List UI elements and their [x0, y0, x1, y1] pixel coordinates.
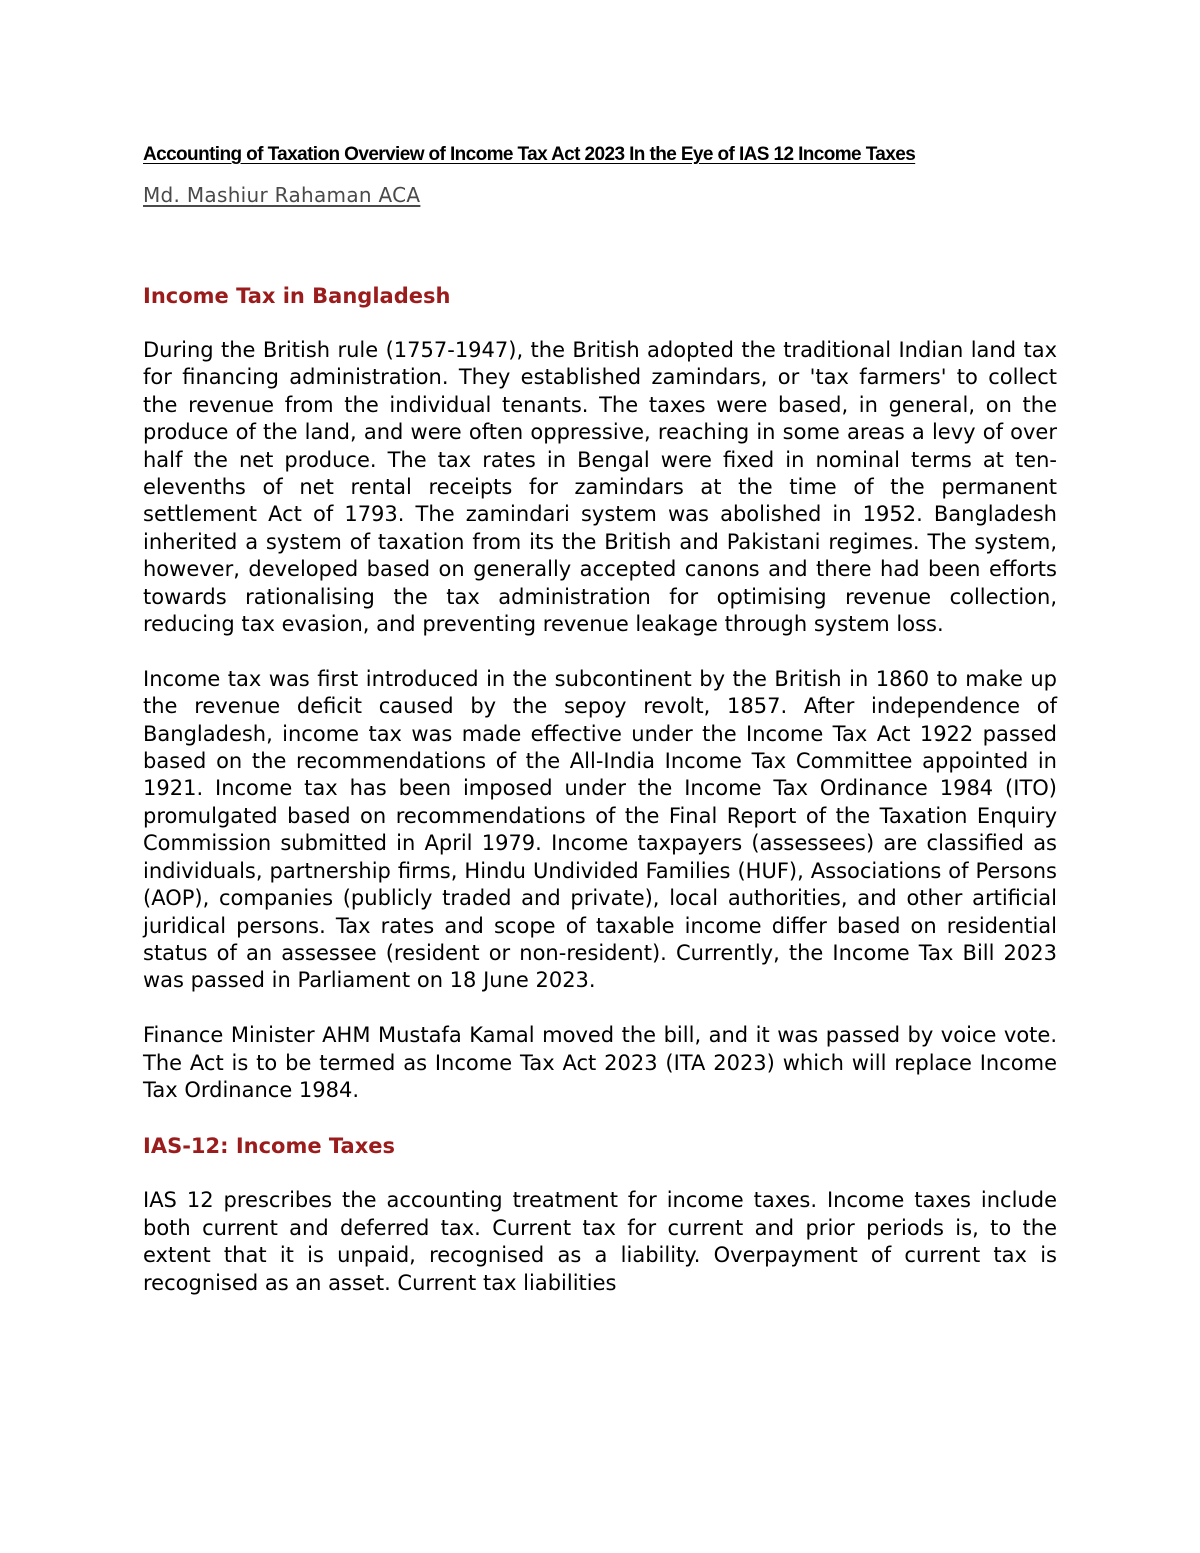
- paragraph-ias-12: IAS 12 prescribes the accounting treatment for income taxes. Income taxes include both current and deferred tax. Current tax for current and prior periods is, to the extent that it is unpaid, recognised as a liability. Overpayment of current tax is recognised as an asset. Current tax liabilities: [143, 1188, 1057, 1295]
- document-body: [143, 142, 1057, 1297]
- section-heading-income-tax-bangladesh: Income Tax in Bangladesh: [143, 284, 451, 308]
- section-heading-ias-12: IAS-12: Income Taxes: [143, 1134, 395, 1159]
- paragraph-income-tax-history: Income tax was first introduced in the subcontinent by the British in 1860 to make up the revenue deficit caused by the sepoy revolt, 1857. After independence of Bangladesh, income tax was made effective under the Income Tax Act 1922 passed based on the recommendations of the All-India Income Tax Committee appointed in 1921. Income tax has been imposed under the Income Tax Ordinance 1984 (ITO) promulgated based on recommendations of the Final Report of the Taxation Enquiry Commission submitted in April 1979. Income taxpayers (assessees) are classified as individuals, partnership firms, Hindu Undivided Families (HUF), Associations of Persons (AOP), companies (publicly traded and private), local authorities, and other artificial juridical persons. Tax rates and scope of taxable income differ based on residential status of an assessee (resident or non-resident). Currently, the Income Tax Bill 2023 was passed in Parliament on 18 June 2023.: [143, 666, 1057, 993]
- paragraph-finance-minister: Finance Minister AHM Mustafa Kamal moved the bill, and it was passed by voice vote. The Act is to be termed as Income Tax Act 2023 (ITA 2023) which will replace Income Tax Ordinance 1984.: [143, 1023, 1057, 1102]
- document-author: Md. Mashiur Rahaman ACA: [143, 183, 421, 207]
- paragraph-british-rule: During the British rule (1757-1947), the British adopted the traditional Indian land tax for financing administration. They established zamindars, or 'tax farmers' to collect the revenue from the individual tenants. The taxes were based, in general, on the produce of the land, and were often oppressive, reaching in some areas a levy of over half the net produce. The tax rates in Bengal were fixed in nominal terms at ten-elevenths of net rental receipts for zamindars at the time of the permanent settlement Act of 1793. The zamindari system was abolished in 1952. Bangladesh inherited a system of taxation from its the British and Pakistani regimes. The system, however, developed based on generally accepted canons and there had been efforts towards rationalising the tax administration for optimising revenue collection, reducing tax evasion, and preventing revenue leakage through system loss.: [143, 338, 1057, 637]
- document-title: Accounting of Taxation Overview of Income Tax Act 2023 In the Eye of IAS 12 Income Taxes: [143, 144, 916, 165]
